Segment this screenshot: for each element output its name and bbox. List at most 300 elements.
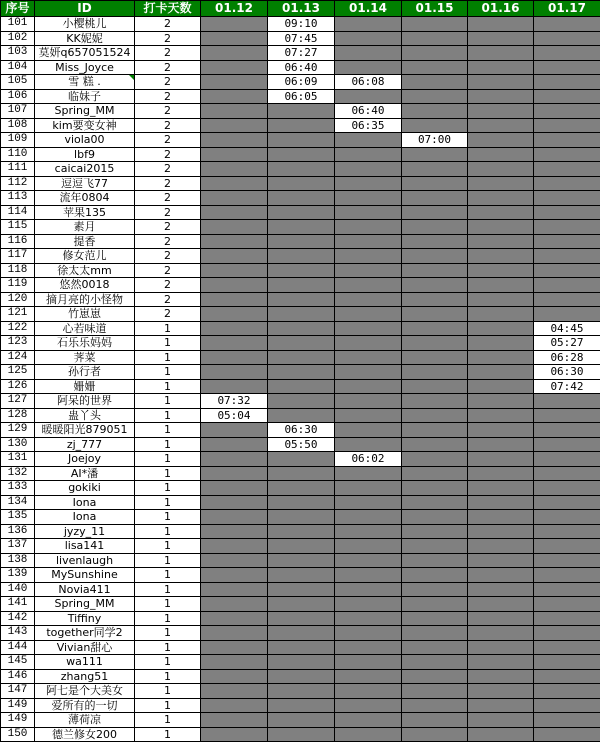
cell-empty[interactable] (402, 162, 468, 177)
cell-seq[interactable]: 105 (1, 75, 35, 90)
cell-checkin-days[interactable]: 1 (135, 365, 201, 380)
cell-empty[interactable] (335, 611, 402, 626)
cell-user-id[interactable]: 徐太太mm (35, 263, 135, 278)
cell-empty[interactable] (534, 263, 600, 278)
cell-empty[interactable] (201, 524, 268, 539)
cell-checkin-time[interactable]: 07:00 (402, 133, 468, 148)
cell-seq[interactable]: 122 (1, 321, 35, 336)
cell-empty[interactable] (402, 568, 468, 583)
cell-empty[interactable] (468, 640, 534, 655)
cell-empty[interactable] (534, 452, 600, 467)
cell-empty[interactable] (468, 524, 534, 539)
cell-empty[interactable] (335, 220, 402, 235)
cell-user-id[interactable]: 流年0804 (35, 191, 135, 206)
cell-checkin-days[interactable]: 1 (135, 597, 201, 612)
cell-user-id[interactable]: caicai2015 (35, 162, 135, 177)
cell-empty[interactable] (268, 481, 335, 496)
cell-empty[interactable] (201, 582, 268, 597)
cell-checkin-days[interactable]: 1 (135, 466, 201, 481)
cell-empty[interactable] (201, 46, 268, 61)
cell-seq[interactable]: 143 (1, 626, 35, 641)
cell-empty[interactable] (201, 350, 268, 365)
cell-seq[interactable]: 117 (1, 249, 35, 264)
cell-empty[interactable] (402, 350, 468, 365)
cell-empty[interactable] (268, 684, 335, 699)
cell-user-id[interactable]: zhang51 (35, 669, 135, 684)
cell-empty[interactable] (335, 263, 402, 278)
header-seq[interactable]: 序号 (1, 1, 35, 17)
cell-user-id[interactable]: 雪 糕 . (35, 75, 135, 90)
cell-seq[interactable]: 134 (1, 495, 35, 510)
cell-seq[interactable]: 104 (1, 60, 35, 75)
cell-checkin-time[interactable]: 07:45 (268, 31, 335, 46)
cell-empty[interactable] (335, 379, 402, 394)
cell-empty[interactable] (534, 495, 600, 510)
header-date-0113[interactable]: 01.13 (268, 1, 335, 17)
cell-user-id[interactable]: 爱所有的一切 (35, 698, 135, 713)
cell-empty[interactable] (402, 553, 468, 568)
cell-checkin-time[interactable]: 05:04 (201, 408, 268, 423)
cell-empty[interactable] (201, 133, 268, 148)
cell-empty[interactable] (402, 307, 468, 322)
cell-empty[interactable] (335, 510, 402, 525)
cell-empty[interactable] (468, 350, 534, 365)
cell-empty[interactable] (534, 713, 600, 728)
cell-empty[interactable] (201, 60, 268, 75)
cell-empty[interactable] (402, 394, 468, 409)
header-date-0112[interactable]: 01.12 (201, 1, 268, 17)
cell-empty[interactable] (534, 220, 600, 235)
cell-empty[interactable] (534, 582, 600, 597)
cell-empty[interactable] (268, 669, 335, 684)
cell-checkin-days[interactable]: 2 (135, 118, 201, 133)
cell-empty[interactable] (201, 452, 268, 467)
cell-seq[interactable]: 150 (1, 727, 35, 742)
cell-empty[interactable] (268, 611, 335, 626)
cell-user-id[interactable]: 姗姗 (35, 379, 135, 394)
cell-empty[interactable] (335, 495, 402, 510)
cell-checkin-days[interactable]: 1 (135, 553, 201, 568)
cell-checkin-days[interactable]: 1 (135, 698, 201, 713)
cell-empty[interactable] (268, 249, 335, 264)
cell-empty[interactable] (268, 655, 335, 670)
cell-empty[interactable] (402, 249, 468, 264)
cell-seq[interactable]: 102 (1, 31, 35, 46)
cell-empty[interactable] (201, 234, 268, 249)
cell-empty[interactable] (268, 263, 335, 278)
cell-empty[interactable] (534, 611, 600, 626)
cell-empty[interactable] (534, 423, 600, 438)
cell-empty[interactable] (201, 249, 268, 264)
cell-empty[interactable] (402, 655, 468, 670)
cell-empty[interactable] (201, 655, 268, 670)
cell-empty[interactable] (268, 568, 335, 583)
cell-empty[interactable] (468, 104, 534, 119)
cell-empty[interactable] (201, 17, 268, 32)
cell-empty[interactable] (402, 524, 468, 539)
cell-checkin-days[interactable]: 1 (135, 394, 201, 409)
cell-checkin-time[interactable]: 05:27 (534, 336, 600, 351)
cell-user-id[interactable]: 蛊丫头 (35, 408, 135, 423)
cell-seq[interactable]: 116 (1, 234, 35, 249)
cell-empty[interactable] (201, 423, 268, 438)
cell-empty[interactable] (402, 292, 468, 307)
cell-seq[interactable]: 123 (1, 336, 35, 351)
cell-empty[interactable] (534, 249, 600, 264)
cell-empty[interactable] (201, 437, 268, 452)
cell-empty[interactable] (468, 220, 534, 235)
cell-empty[interactable] (335, 437, 402, 452)
cell-empty[interactable] (402, 713, 468, 728)
cell-checkin-days[interactable]: 2 (135, 220, 201, 235)
cell-empty[interactable] (268, 524, 335, 539)
cell-empty[interactable] (468, 510, 534, 525)
cell-empty[interactable] (335, 162, 402, 177)
cell-checkin-days[interactable]: 2 (135, 89, 201, 104)
cell-empty[interactable] (402, 466, 468, 481)
cell-empty[interactable] (468, 423, 534, 438)
cell-empty[interactable] (468, 89, 534, 104)
cell-empty[interactable] (268, 452, 335, 467)
cell-empty[interactable] (534, 278, 600, 293)
cell-empty[interactable] (335, 640, 402, 655)
cell-seq[interactable]: 120 (1, 292, 35, 307)
cell-user-id[interactable]: 修女范儿 (35, 249, 135, 264)
cell-empty[interactable] (268, 553, 335, 568)
cell-seq[interactable]: 144 (1, 640, 35, 655)
cell-empty[interactable] (468, 176, 534, 191)
cell-user-id[interactable]: 苹果135 (35, 205, 135, 220)
cell-user-id[interactable]: 悠然0018 (35, 278, 135, 293)
cell-empty[interactable] (335, 46, 402, 61)
cell-user-id[interactable]: Spring_MM (35, 104, 135, 119)
cell-empty[interactable] (335, 408, 402, 423)
cell-empty[interactable] (534, 669, 600, 684)
cell-empty[interactable] (402, 611, 468, 626)
cell-empty[interactable] (201, 669, 268, 684)
cell-checkin-time[interactable]: 06:28 (534, 350, 600, 365)
cell-empty[interactable] (468, 655, 534, 670)
cell-user-id[interactable]: 素月 (35, 220, 135, 235)
cell-empty[interactable] (201, 481, 268, 496)
cell-user-id[interactable]: AI*潘 (35, 466, 135, 481)
cell-empty[interactable] (335, 626, 402, 641)
cell-empty[interactable] (534, 727, 600, 742)
cell-empty[interactable] (201, 698, 268, 713)
cell-empty[interactable] (468, 263, 534, 278)
cell-empty[interactable] (534, 597, 600, 612)
cell-seq[interactable]: 145 (1, 655, 35, 670)
cell-empty[interactable] (268, 394, 335, 409)
cell-empty[interactable] (402, 481, 468, 496)
cell-empty[interactable] (335, 394, 402, 409)
cell-empty[interactable] (201, 31, 268, 46)
cell-empty[interactable] (402, 147, 468, 162)
cell-empty[interactable] (468, 466, 534, 481)
cell-checkin-time[interactable]: 06:09 (268, 75, 335, 90)
cell-seq[interactable]: 132 (1, 466, 35, 481)
cell-empty[interactable] (335, 249, 402, 264)
cell-empty[interactable] (468, 191, 534, 206)
cell-checkin-days[interactable]: 1 (135, 669, 201, 684)
cell-empty[interactable] (534, 481, 600, 496)
cell-checkin-days[interactable]: 1 (135, 495, 201, 510)
cell-empty[interactable] (402, 118, 468, 133)
cell-empty[interactable] (534, 104, 600, 119)
header-id[interactable]: ID (35, 1, 135, 17)
cell-empty[interactable] (468, 249, 534, 264)
cell-user-id[interactable]: 临妹子 (35, 89, 135, 104)
cell-empty[interactable] (201, 307, 268, 322)
cell-empty[interactable] (201, 321, 268, 336)
cell-user-id[interactable]: 提香 (35, 234, 135, 249)
header-date-0116[interactable]: 01.16 (468, 1, 534, 17)
cell-user-id[interactable]: KK妮妮 (35, 31, 135, 46)
cell-empty[interactable] (268, 205, 335, 220)
cell-empty[interactable] (201, 597, 268, 612)
cell-empty[interactable] (402, 379, 468, 394)
cell-empty[interactable] (268, 191, 335, 206)
cell-seq[interactable]: 130 (1, 437, 35, 452)
cell-empty[interactable] (201, 278, 268, 293)
cell-empty[interactable] (268, 133, 335, 148)
cell-empty[interactable] (335, 278, 402, 293)
cell-checkin-time[interactable]: 06:05 (268, 89, 335, 104)
header-days[interactable]: 打卡天数 (135, 1, 201, 17)
cell-empty[interactable] (402, 89, 468, 104)
cell-empty[interactable] (268, 539, 335, 554)
cell-checkin-days[interactable]: 2 (135, 278, 201, 293)
cell-empty[interactable] (335, 234, 402, 249)
cell-user-id[interactable]: livenlaugh (35, 553, 135, 568)
cell-empty[interactable] (468, 626, 534, 641)
cell-empty[interactable] (534, 524, 600, 539)
cell-user-id[interactable]: Joejoy (35, 452, 135, 467)
cell-empty[interactable] (201, 292, 268, 307)
cell-checkin-days[interactable]: 2 (135, 205, 201, 220)
cell-user-id[interactable]: jyzy_11 (35, 524, 135, 539)
cell-seq[interactable]: 139 (1, 568, 35, 583)
cell-empty[interactable] (201, 611, 268, 626)
cell-empty[interactable] (468, 408, 534, 423)
cell-user-id[interactable]: Vivian甜心 (35, 640, 135, 655)
cell-checkin-days[interactable]: 1 (135, 640, 201, 655)
cell-empty[interactable] (201, 684, 268, 699)
cell-empty[interactable] (335, 684, 402, 699)
cell-empty[interactable] (335, 321, 402, 336)
cell-empty[interactable] (268, 495, 335, 510)
cell-checkin-days[interactable]: 2 (135, 60, 201, 75)
cell-empty[interactable] (468, 307, 534, 322)
cell-checkin-days[interactable]: 2 (135, 133, 201, 148)
cell-seq[interactable]: 109 (1, 133, 35, 148)
cell-empty[interactable] (268, 234, 335, 249)
cell-empty[interactable] (268, 379, 335, 394)
cell-checkin-days[interactable]: 2 (135, 292, 201, 307)
cell-empty[interactable] (534, 118, 600, 133)
cell-empty[interactable] (402, 626, 468, 641)
cell-empty[interactable] (402, 263, 468, 278)
cell-user-id[interactable]: Miss_Joyce (35, 60, 135, 75)
cell-seq[interactable]: 119 (1, 278, 35, 293)
cell-empty[interactable] (534, 307, 600, 322)
cell-checkin-days[interactable]: 1 (135, 379, 201, 394)
cell-empty[interactable] (268, 292, 335, 307)
cell-seq[interactable]: 138 (1, 553, 35, 568)
cell-empty[interactable] (402, 539, 468, 554)
cell-empty[interactable] (402, 684, 468, 699)
cell-seq[interactable]: 125 (1, 365, 35, 380)
cell-empty[interactable] (335, 698, 402, 713)
cell-empty[interactable] (468, 17, 534, 32)
cell-checkin-time[interactable]: 07:27 (268, 46, 335, 61)
cell-empty[interactable] (201, 336, 268, 351)
cell-empty[interactable] (335, 539, 402, 554)
cell-empty[interactable] (534, 655, 600, 670)
cell-empty[interactable] (201, 365, 268, 380)
cell-empty[interactable] (402, 669, 468, 684)
cell-empty[interactable] (201, 89, 268, 104)
cell-empty[interactable] (335, 205, 402, 220)
cell-seq[interactable]: 133 (1, 481, 35, 496)
cell-empty[interactable] (268, 162, 335, 177)
cell-checkin-days[interactable]: 1 (135, 626, 201, 641)
cell-user-id[interactable]: lbf9 (35, 147, 135, 162)
cell-user-id[interactable]: Iona (35, 495, 135, 510)
cell-seq[interactable]: 118 (1, 263, 35, 278)
cell-checkin-days[interactable]: 1 (135, 655, 201, 670)
cell-empty[interactable] (534, 568, 600, 583)
cell-empty[interactable] (402, 176, 468, 191)
cell-seq[interactable]: 111 (1, 162, 35, 177)
cell-empty[interactable] (268, 713, 335, 728)
cell-checkin-days[interactable]: 2 (135, 31, 201, 46)
cell-empty[interactable] (468, 698, 534, 713)
cell-user-id[interactable]: kim要变女神 (35, 118, 135, 133)
cell-empty[interactable] (534, 46, 600, 61)
cell-empty[interactable] (468, 31, 534, 46)
cell-empty[interactable] (534, 162, 600, 177)
cell-empty[interactable] (268, 176, 335, 191)
cell-empty[interactable] (201, 568, 268, 583)
cell-user-id[interactable]: 德兰修女200 (35, 727, 135, 742)
cell-checkin-days[interactable]: 2 (135, 17, 201, 32)
cell-user-id[interactable]: wa111 (35, 655, 135, 670)
cell-checkin-time[interactable]: 06:40 (268, 60, 335, 75)
cell-user-id[interactable]: 小樱桃儿 (35, 17, 135, 32)
cell-checkin-days[interactable]: 1 (135, 727, 201, 742)
cell-empty[interactable] (268, 147, 335, 162)
cell-empty[interactable] (402, 698, 468, 713)
cell-checkin-days[interactable]: 2 (135, 176, 201, 191)
cell-empty[interactable] (534, 147, 600, 162)
cell-empty[interactable] (402, 75, 468, 90)
cell-seq[interactable]: 128 (1, 408, 35, 423)
cell-empty[interactable] (402, 234, 468, 249)
cell-checkin-time[interactable]: 07:42 (534, 379, 600, 394)
cell-empty[interactable] (335, 568, 402, 583)
cell-empty[interactable] (402, 220, 468, 235)
cell-empty[interactable] (402, 60, 468, 75)
cell-empty[interactable] (468, 60, 534, 75)
cell-user-id[interactable]: 摘月亮的小怪物 (35, 292, 135, 307)
cell-empty[interactable] (335, 336, 402, 351)
cell-empty[interactable] (335, 655, 402, 670)
header-date-0117[interactable]: 01.17 (534, 1, 600, 17)
cell-empty[interactable] (201, 379, 268, 394)
cell-checkin-days[interactable]: 2 (135, 191, 201, 206)
cell-empty[interactable] (468, 394, 534, 409)
cell-user-id[interactable]: 石乐乐妈妈 (35, 336, 135, 351)
cell-user-id[interactable]: 心若味道 (35, 321, 135, 336)
cell-empty[interactable] (534, 437, 600, 452)
cell-empty[interactable] (534, 31, 600, 46)
cell-empty[interactable] (268, 365, 335, 380)
cell-seq[interactable]: 114 (1, 205, 35, 220)
cell-empty[interactable] (534, 626, 600, 641)
cell-user-id[interactable]: zj_777 (35, 437, 135, 452)
cell-empty[interactable] (468, 597, 534, 612)
cell-seq[interactable]: 124 (1, 350, 35, 365)
cell-seq[interactable]: 127 (1, 394, 35, 409)
cell-empty[interactable] (201, 727, 268, 742)
cell-checkin-days[interactable]: 2 (135, 307, 201, 322)
cell-seq[interactable]: 103 (1, 46, 35, 61)
cell-checkin-days[interactable]: 1 (135, 481, 201, 496)
cell-user-id[interactable]: 逗逗飞77 (35, 176, 135, 191)
cell-empty[interactable] (402, 46, 468, 61)
cell-empty[interactable] (268, 321, 335, 336)
cell-empty[interactable] (534, 292, 600, 307)
cell-seq[interactable]: 101 (1, 17, 35, 32)
cell-empty[interactable] (468, 611, 534, 626)
cell-seq[interactable]: 131 (1, 452, 35, 467)
cell-empty[interactable] (468, 278, 534, 293)
cell-checkin-time[interactable]: 06:08 (335, 75, 402, 90)
header-date-0115[interactable]: 01.15 (402, 1, 468, 17)
cell-empty[interactable] (335, 727, 402, 742)
cell-empty[interactable] (468, 684, 534, 699)
cell-empty[interactable] (201, 510, 268, 525)
cell-checkin-time[interactable]: 06:35 (335, 118, 402, 133)
cell-checkin-time[interactable]: 06:30 (534, 365, 600, 380)
cell-checkin-days[interactable]: 2 (135, 75, 201, 90)
cell-empty[interactable] (468, 481, 534, 496)
cell-empty[interactable] (402, 104, 468, 119)
cell-user-id[interactable]: Tiffiny (35, 611, 135, 626)
cell-empty[interactable] (468, 147, 534, 162)
cell-empty[interactable] (201, 539, 268, 554)
cell-empty[interactable] (335, 17, 402, 32)
cell-empty[interactable] (268, 466, 335, 481)
cell-empty[interactable] (402, 365, 468, 380)
cell-empty[interactable] (402, 17, 468, 32)
cell-empty[interactable] (268, 640, 335, 655)
cell-seq[interactable]: 112 (1, 176, 35, 191)
cell-empty[interactable] (268, 408, 335, 423)
cell-empty[interactable] (335, 582, 402, 597)
cell-checkin-days[interactable]: 1 (135, 321, 201, 336)
cell-empty[interactable] (268, 307, 335, 322)
cell-checkin-days[interactable]: 2 (135, 46, 201, 61)
cell-checkin-days[interactable]: 1 (135, 423, 201, 438)
cell-empty[interactable] (201, 713, 268, 728)
cell-empty[interactable] (468, 365, 534, 380)
cell-empty[interactable] (402, 495, 468, 510)
cell-user-id[interactable]: gokiki (35, 481, 135, 496)
cell-seq[interactable]: 121 (1, 307, 35, 322)
cell-empty[interactable] (268, 350, 335, 365)
